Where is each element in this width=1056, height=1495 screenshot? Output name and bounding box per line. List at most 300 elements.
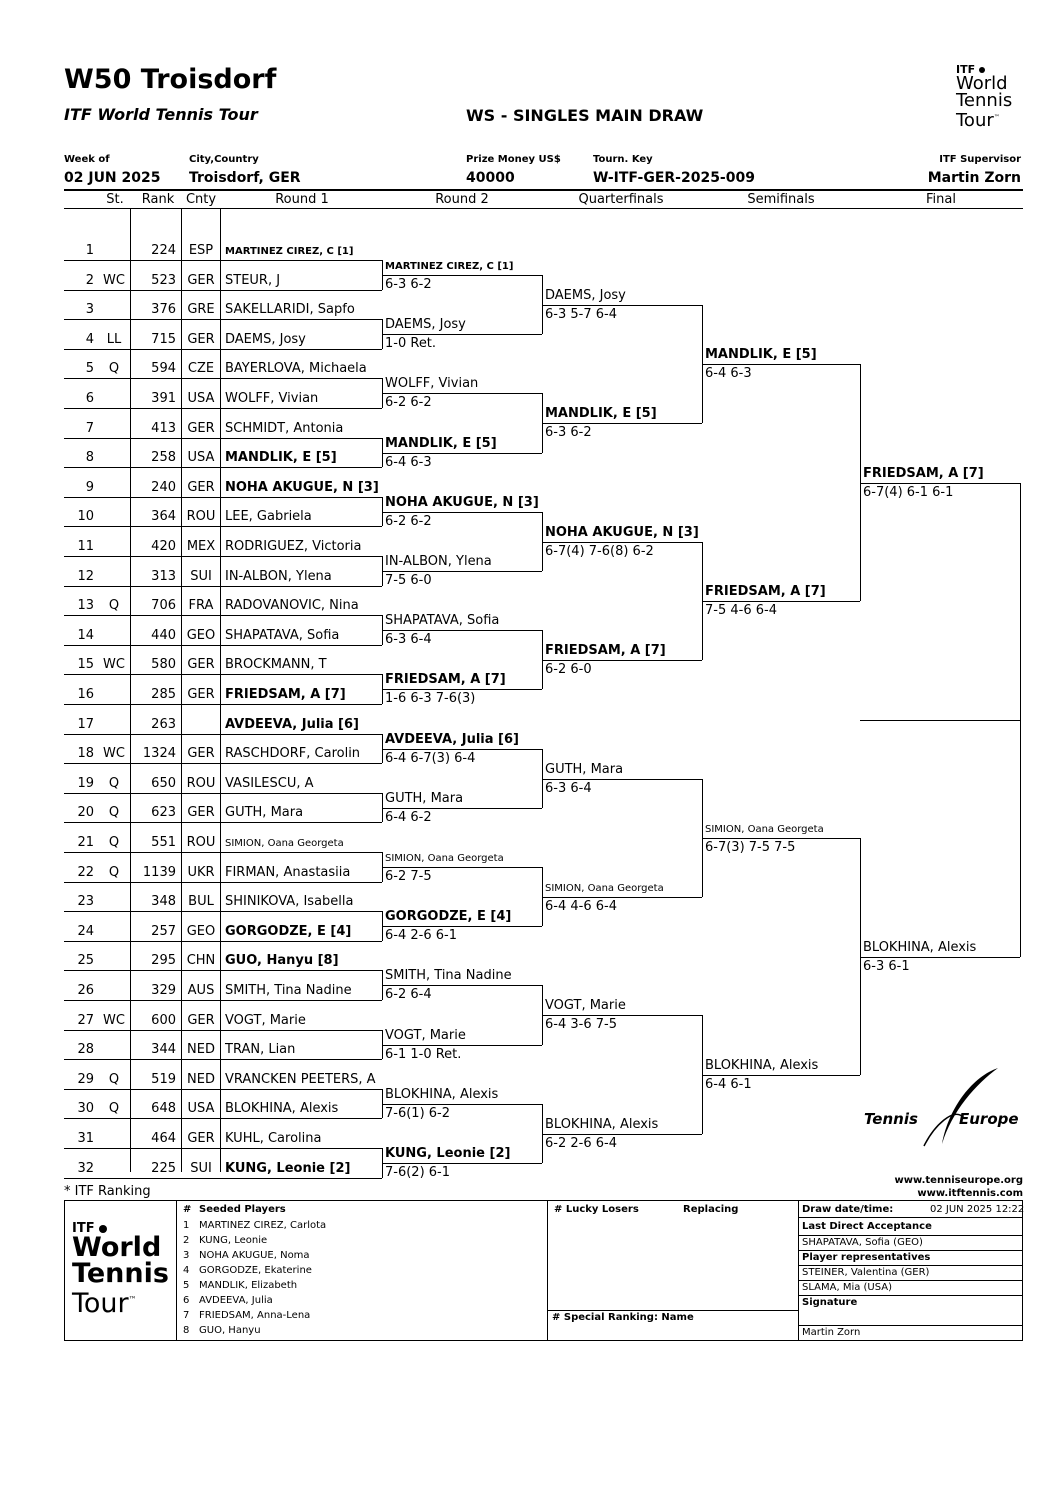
player-status: Q bbox=[108, 361, 120, 376]
player-name[interactable]: SHAPATAVA, Sofia bbox=[225, 628, 340, 643]
draw-position: 20 bbox=[77, 805, 94, 820]
itf-ranking-note: * ITF Ranking bbox=[64, 1184, 151, 1199]
seed-number: 6 bbox=[183, 1295, 190, 1306]
player-name[interactable]: FIRMAN, Anastasiia bbox=[225, 865, 351, 880]
draw-position: 31 bbox=[77, 1131, 94, 1146]
seeded-hash: # bbox=[183, 1204, 192, 1215]
player-row-line bbox=[64, 526, 382, 527]
col-st: St. bbox=[106, 192, 124, 207]
winner-name[interactable]: AVDEEVA, Julia [6] bbox=[385, 732, 519, 747]
winner-name[interactable]: VOGT, Marie bbox=[545, 998, 626, 1013]
player-status: Q bbox=[108, 776, 120, 791]
player-name[interactable]: RODRIGUEZ, Victoria bbox=[225, 539, 362, 554]
match-score: 6-7(4) 6-1 6-1 bbox=[863, 485, 954, 500]
match-score: 6-3 5-7 6-4 bbox=[545, 307, 617, 322]
player-row-line bbox=[64, 615, 382, 616]
match-score: 6-4 6-1 bbox=[705, 1077, 752, 1092]
winner-name[interactable]: MANDLIK, E [5] bbox=[545, 406, 657, 421]
player-row-line bbox=[64, 822, 382, 823]
winner-name[interactable]: SIMION, Oana Georgeta bbox=[385, 853, 504, 864]
lucky-losers-label: # Lucky Losers bbox=[554, 1204, 639, 1215]
info-rule-5 bbox=[798, 1280, 1022, 1281]
winner-name[interactable]: DAEMS, Josy bbox=[545, 288, 626, 303]
winner-line bbox=[542, 1134, 702, 1135]
player-country: GER bbox=[187, 480, 215, 495]
player-country: ESP bbox=[188, 243, 214, 258]
player-name[interactable]: WOLFF, Vivian bbox=[225, 391, 319, 406]
player-status: WC bbox=[103, 273, 125, 288]
player-name[interactable]: SCHMIDT, Antonia bbox=[225, 421, 344, 436]
player-country: GER bbox=[187, 273, 215, 288]
draw-title: WS - SINGLES MAIN DRAW bbox=[466, 106, 704, 125]
player-country: UKR bbox=[187, 865, 215, 880]
player-row-line bbox=[64, 1030, 382, 1031]
player-row-line bbox=[64, 1148, 382, 1149]
lda-label: Last Direct Acceptance bbox=[802, 1221, 932, 1232]
player-country: ROU bbox=[186, 776, 216, 791]
player-country: NED bbox=[187, 1042, 215, 1057]
match-score: 6-4 2-6 6-1 bbox=[385, 928, 457, 943]
itf-mark: ITF bbox=[956, 64, 1012, 75]
winner-name[interactable]: KUNG, Leonie [2] bbox=[385, 1146, 511, 1161]
winner-line bbox=[702, 1075, 860, 1076]
player-name[interactable]: SAKELLARIDI, Sapfo bbox=[225, 302, 355, 317]
draw-position: 15 bbox=[77, 657, 94, 672]
winner-line bbox=[382, 1045, 542, 1046]
winner-line bbox=[702, 601, 860, 602]
seed-name: NOHA AKUGUE, Noma bbox=[199, 1250, 310, 1261]
player-row-line bbox=[64, 852, 382, 853]
seed-number: 4 bbox=[183, 1265, 190, 1276]
match-score: 6-4 6-7(3) 6-4 bbox=[385, 751, 476, 766]
champion-line bbox=[860, 720, 1020, 721]
draw-position: 5 bbox=[85, 361, 94, 376]
lda-value: SHAPATAVA, Sofia (GEO) bbox=[802, 1237, 923, 1248]
header-rule bbox=[64, 189, 1023, 191]
winner-line bbox=[382, 453, 542, 454]
player-rank: 225 bbox=[151, 1161, 176, 1176]
player-name[interactable]: LEE, Gabriela bbox=[225, 509, 312, 524]
seed-name: GUO, Hanyu bbox=[199, 1325, 261, 1336]
player-status: Q bbox=[108, 835, 120, 850]
player-country: AUS bbox=[187, 983, 215, 998]
player-name[interactable]: TRAN, Lian bbox=[225, 1042, 296, 1057]
seed-number: 7 bbox=[183, 1310, 190, 1321]
draw-position: 32 bbox=[77, 1161, 94, 1176]
draw-position: 8 bbox=[85, 450, 94, 465]
winner-name[interactable]: VOGT, Marie bbox=[385, 1028, 466, 1043]
special-ranking-rule bbox=[547, 1310, 798, 1311]
player-status: Q bbox=[108, 805, 120, 820]
winner-line bbox=[542, 779, 702, 780]
player-country: GER bbox=[187, 805, 215, 820]
city-label: City,Country bbox=[189, 154, 259, 165]
city-value: Troisdorf, GER bbox=[189, 170, 301, 186]
player-rank: 440 bbox=[151, 628, 176, 643]
player-row-line bbox=[64, 793, 382, 794]
winner-name[interactable]: WOLFF, Vivian bbox=[385, 376, 479, 391]
tennis-europe-swoosh-icon bbox=[864, 1066, 1024, 1152]
winner-line bbox=[542, 660, 702, 661]
tourn-key-value: W-ITF-GER-2025-009 bbox=[593, 170, 755, 186]
player-status: Q bbox=[108, 598, 120, 613]
winner-name[interactable]: FRIEDSAM, A [7] bbox=[863, 466, 984, 481]
player-name[interactable]: AVDEEVA, Julia [6] bbox=[225, 717, 359, 732]
player-rank: 715 bbox=[151, 332, 176, 347]
winner-name[interactable]: BLOKHINA, Alexis bbox=[385, 1087, 499, 1102]
match-score: 1-6 6-3 7-6(3) bbox=[385, 691, 476, 706]
tennis-europe-left: Tennis bbox=[864, 1110, 918, 1128]
player-rank: 376 bbox=[151, 302, 176, 317]
player-country: SUI bbox=[190, 569, 212, 584]
col-cnty: Cnty bbox=[185, 192, 217, 207]
col-divider-rank bbox=[181, 208, 182, 1172]
player-rank: 464 bbox=[151, 1131, 176, 1146]
player-name[interactable]: VASILESCU, A bbox=[225, 776, 314, 791]
player-country: USA bbox=[187, 450, 215, 465]
draw-position: 17 bbox=[77, 717, 94, 732]
prize-value: 40000 bbox=[466, 170, 515, 186]
logo-line-world: World bbox=[956, 73, 1008, 94]
player-rank: 329 bbox=[151, 983, 176, 998]
player-row-line bbox=[64, 556, 382, 557]
player-rank: 258 bbox=[151, 450, 176, 465]
replacing-label: Replacing bbox=[683, 1204, 739, 1215]
player-status: Q bbox=[108, 1101, 120, 1116]
player-row-line bbox=[64, 497, 382, 498]
winner-line bbox=[382, 630, 542, 631]
match-score: 6-4 6-3 bbox=[705, 366, 752, 381]
player-row-line bbox=[64, 674, 382, 675]
draw-position: 7 bbox=[85, 421, 94, 436]
winner-line bbox=[382, 808, 542, 809]
winner-name[interactable]: MARTINEZ CIREZ, C [1] bbox=[385, 261, 514, 272]
draw-position: 22 bbox=[77, 865, 94, 880]
player-rank: 257 bbox=[151, 924, 176, 939]
tennis-europe-logo bbox=[864, 1066, 1024, 1152]
player-row-line bbox=[64, 1000, 382, 1001]
column-header-rule bbox=[64, 208, 1023, 209]
player-row-line bbox=[64, 1089, 382, 1090]
player-country: BUL bbox=[188, 894, 214, 909]
player-name[interactable]: MARTINEZ CIREZ, C [1] bbox=[225, 246, 354, 257]
winner-line bbox=[382, 985, 542, 986]
match-score: 1-0 Ret. bbox=[385, 336, 437, 351]
player-row-line bbox=[64, 290, 382, 291]
seed-name: AVDEEVA, Julia bbox=[199, 1295, 273, 1306]
winner-line bbox=[382, 749, 542, 750]
url-tenniseurope[interactable]: www.tenniseurope.org bbox=[894, 1175, 1023, 1186]
match-score: 7-6(1) 6-2 bbox=[385, 1106, 451, 1121]
footer-logo-world: World bbox=[72, 1232, 162, 1263]
winner-name[interactable]: NOHA AKUGUE, N [3] bbox=[545, 525, 699, 540]
player-row-line bbox=[64, 378, 382, 379]
player-rank: 295 bbox=[151, 953, 176, 968]
player-rank: 344 bbox=[151, 1042, 176, 1057]
player-name[interactable]: SHINIKOVA, Isabella bbox=[225, 894, 354, 909]
player-row-line bbox=[64, 882, 382, 883]
draw-position: 13 bbox=[77, 598, 94, 613]
winner-name[interactable]: BLOKHINA, Alexis bbox=[545, 1117, 659, 1132]
draw-position: 2 bbox=[85, 273, 94, 288]
player-country: MEX bbox=[186, 539, 216, 554]
winner-name[interactable]: GORGODZE, E [4] bbox=[385, 909, 512, 924]
player-country: GRE bbox=[187, 302, 215, 317]
footer-logo-tour: Tour™ bbox=[72, 1288, 137, 1319]
seed-name: MARTINEZ CIREZ, Carlota bbox=[199, 1220, 327, 1231]
winner-line bbox=[860, 957, 1020, 958]
footer-divider-1 bbox=[176, 1200, 177, 1340]
winner-line bbox=[382, 275, 542, 276]
special-ranking-label: # Special Ranking: Name bbox=[552, 1312, 694, 1323]
player-country: GEO bbox=[186, 628, 216, 643]
info-rule-7 bbox=[798, 1325, 1022, 1326]
player-rank: 240 bbox=[151, 480, 176, 495]
player-row-line bbox=[64, 408, 382, 409]
player-row-line bbox=[64, 438, 382, 439]
winner-line bbox=[542, 542, 702, 543]
draw-position: 3 bbox=[85, 302, 94, 317]
player-name[interactable]: IN-ALBON, Ylena bbox=[225, 569, 332, 584]
draw-date-label: Draw date/time: bbox=[802, 1204, 894, 1215]
player-name[interactable]: BROCKMANN, T bbox=[225, 657, 327, 672]
player-row-line bbox=[64, 467, 382, 468]
draw-position: 16 bbox=[77, 687, 94, 702]
seed-name: FRIEDSAM, Anna-Lena bbox=[199, 1310, 311, 1321]
col-semifinals: Semifinals bbox=[747, 192, 815, 207]
player-country: GEO bbox=[186, 924, 216, 939]
player-row-line bbox=[64, 734, 382, 735]
signature-label: Signature bbox=[802, 1297, 858, 1308]
winner-line bbox=[382, 571, 542, 572]
match-score: 7-5 6-0 bbox=[385, 573, 432, 588]
col-round2: Round 2 bbox=[435, 192, 489, 207]
seed-number: 2 bbox=[183, 1235, 190, 1246]
match-score: 6-2 7-5 bbox=[385, 869, 432, 884]
col-rank: Rank bbox=[141, 192, 175, 207]
match-score: 6-3 6-4 bbox=[545, 781, 592, 796]
winner-line bbox=[382, 334, 542, 335]
match-score: 6-3 6-4 bbox=[385, 632, 432, 647]
draw-position: 30 bbox=[77, 1101, 94, 1116]
draw-position: 28 bbox=[77, 1042, 94, 1057]
player-country: GER bbox=[187, 421, 215, 436]
info-rule-4 bbox=[798, 1265, 1022, 1266]
player-row-line bbox=[64, 586, 382, 587]
player-name[interactable]: GORGODZE, E [4] bbox=[225, 924, 352, 939]
winner-name[interactable]: NOHA AKUGUE, N [3] bbox=[385, 495, 539, 510]
player-country: CHN bbox=[186, 953, 216, 968]
info-rule-2 bbox=[798, 1235, 1022, 1236]
player-rank: 1324 bbox=[142, 746, 176, 761]
footer-itf-logo bbox=[72, 1222, 169, 1317]
player-country: ROU bbox=[186, 509, 216, 524]
footer-itf-mark: ITF bbox=[72, 1222, 169, 1235]
player-row-line bbox=[64, 1059, 382, 1060]
url-itftennis[interactable]: www.itftennis.com bbox=[917, 1188, 1023, 1199]
player-rank: 650 bbox=[151, 776, 176, 791]
footer-divider-3 bbox=[798, 1200, 799, 1340]
winner-name[interactable]: GUTH, Mara bbox=[545, 762, 624, 777]
info-rule-6 bbox=[798, 1295, 1022, 1296]
player-row-line bbox=[64, 941, 382, 942]
player-rank: 364 bbox=[151, 509, 176, 524]
player-name[interactable]: FRIEDSAM, A [7] bbox=[225, 687, 346, 702]
supervisor-value: Martin Zorn bbox=[927, 170, 1021, 186]
rep-1: STEINER, Valentina (GER) bbox=[802, 1267, 930, 1278]
draw-position: 24 bbox=[77, 924, 94, 939]
col-round1: Round 1 bbox=[275, 192, 329, 207]
tennis-europe-right: Europe bbox=[959, 1110, 1019, 1128]
player-row-line bbox=[64, 1178, 382, 1179]
player-row-line bbox=[64, 319, 382, 320]
winner-name[interactable]: IN-ALBON, Ylena bbox=[385, 554, 492, 569]
player-status: LL bbox=[106, 332, 122, 347]
player-country: GER bbox=[187, 746, 215, 761]
player-name[interactable]: GUTH, Mara bbox=[225, 805, 304, 820]
winner-name[interactable]: GUTH, Mara bbox=[385, 791, 464, 806]
player-name[interactable]: BAYERLOVA, Michaela bbox=[225, 361, 367, 376]
player-status: Q bbox=[108, 1072, 120, 1087]
footer-logo-tennis: Tennis bbox=[72, 1258, 169, 1289]
draw-position: 10 bbox=[77, 509, 94, 524]
player-name[interactable]: MANDLIK, E [5] bbox=[225, 450, 337, 465]
seed-name: KUNG, Leonie bbox=[199, 1235, 268, 1246]
player-rank: 519 bbox=[151, 1072, 176, 1087]
match-score: 7-5 4-6 6-4 bbox=[705, 603, 777, 618]
winner-name[interactable]: DAEMS, Josy bbox=[385, 317, 466, 332]
col-final: Final bbox=[926, 192, 956, 207]
seed-name: MANDLIK, Elizabeth bbox=[199, 1280, 298, 1291]
winner-name[interactable]: BLOKHINA, Alexis bbox=[863, 940, 977, 955]
player-name[interactable]: KUHL, Carolina bbox=[225, 1131, 322, 1146]
match-score: 6-4 4-6 6-4 bbox=[545, 899, 617, 914]
winner-line bbox=[860, 483, 1020, 484]
player-name[interactable]: VOGT, Marie bbox=[225, 1013, 306, 1028]
match-score: 6-7(3) 7-5 7-5 bbox=[705, 840, 796, 855]
winner-line bbox=[542, 1015, 702, 1016]
player-country: GER bbox=[187, 687, 215, 702]
player-name[interactable]: VRANCKEN PEETERS, A bbox=[225, 1072, 376, 1087]
winner-line bbox=[382, 1104, 542, 1105]
tour-subtitle: ITF World Tennis Tour bbox=[64, 105, 258, 124]
player-rank: 551 bbox=[151, 835, 176, 850]
winner-name[interactable]: SIMION, Oana Georgeta bbox=[545, 883, 664, 894]
player-name[interactable]: SIMION, Oana Georgeta bbox=[225, 838, 344, 849]
player-country: GER bbox=[187, 1013, 215, 1028]
col-divider-cnty bbox=[220, 208, 221, 1172]
match-score: 6-2 6-2 bbox=[385, 395, 432, 410]
player-name[interactable]: GUO, Hanyu [8] bbox=[225, 953, 339, 968]
player-rank: 594 bbox=[151, 361, 176, 376]
player-row-line bbox=[64, 645, 382, 646]
player-rank: 224 bbox=[151, 243, 176, 258]
draw-position: 19 bbox=[77, 776, 94, 791]
match-score: 6-4 6-3 bbox=[385, 455, 432, 470]
player-row-line bbox=[64, 704, 382, 705]
player-rank: 580 bbox=[151, 657, 176, 672]
draw-position: 29 bbox=[77, 1072, 94, 1087]
winner-name[interactable]: FRIEDSAM, A [7] bbox=[385, 672, 506, 687]
final-connector bbox=[1020, 483, 1021, 957]
player-rank: 263 bbox=[151, 717, 176, 732]
winner-line bbox=[542, 897, 702, 898]
player-rank: 523 bbox=[151, 273, 176, 288]
tournament-title: W50 Troisdorf bbox=[64, 64, 277, 95]
winner-line bbox=[382, 512, 542, 513]
winner-name[interactable]: MANDLIK, E [5] bbox=[385, 436, 497, 451]
rep-2: SLAMA, Mia (USA) bbox=[802, 1282, 893, 1293]
player-country: SUI bbox=[190, 1161, 212, 1176]
player-country: CZE bbox=[187, 361, 215, 376]
draw-position: 18 bbox=[77, 746, 94, 761]
match-score: 6-3 6-2 bbox=[545, 425, 592, 440]
info-rule-3 bbox=[798, 1250, 1022, 1251]
winner-line bbox=[382, 689, 542, 690]
draw-position: 26 bbox=[77, 983, 94, 998]
player-name[interactable]: STEUR, J bbox=[225, 273, 281, 288]
winner-line bbox=[382, 867, 542, 868]
itf-world-tennis-tour-logo bbox=[956, 64, 1012, 129]
winner-name[interactable]: SMITH, Tina Nadine bbox=[385, 968, 512, 983]
logo-line-tour: Tour™ bbox=[956, 110, 1000, 131]
player-row-line bbox=[64, 970, 382, 971]
match-score: 7-6(2) 6-1 bbox=[385, 1165, 451, 1180]
winner-name[interactable]: FRIEDSAM, A [7] bbox=[545, 643, 666, 658]
winner-name[interactable]: MANDLIK, E [5] bbox=[705, 347, 817, 362]
player-name[interactable]: DAEMS, Josy bbox=[225, 332, 306, 347]
col-divider-st bbox=[130, 208, 131, 1172]
draw-position: 12 bbox=[77, 569, 94, 584]
footer-divider-2 bbox=[547, 1200, 548, 1340]
player-name[interactable]: NOHA AKUGUE, N [3] bbox=[225, 480, 379, 495]
col-quarterfinals: Quarterfinals bbox=[578, 192, 664, 207]
match-score: 6-2 2-6 6-4 bbox=[545, 1136, 617, 1151]
match-score: 6-3 6-1 bbox=[863, 959, 910, 974]
player-rank: 413 bbox=[151, 421, 176, 436]
player-country: USA bbox=[187, 391, 215, 406]
draw-position: 9 bbox=[85, 480, 94, 495]
player-status: WC bbox=[103, 746, 125, 761]
seed-number: 5 bbox=[183, 1280, 190, 1291]
draw-position: 21 bbox=[77, 835, 94, 850]
reps-label: Player representatives bbox=[802, 1252, 931, 1263]
signature-value: Martin Zorn bbox=[802, 1327, 861, 1338]
match-score: 6-7(4) 7-6(8) 6-2 bbox=[545, 544, 654, 559]
winner-name[interactable]: SIMION, Oana Georgeta bbox=[705, 824, 824, 835]
seed-name: GORGODZE, Ekaterine bbox=[199, 1265, 312, 1276]
player-name[interactable]: RASCHDORF, Carolin bbox=[225, 746, 361, 761]
draw-position: 1 bbox=[85, 243, 94, 258]
winner-name[interactable]: BLOKHINA, Alexis bbox=[705, 1058, 819, 1073]
player-rank: 391 bbox=[151, 391, 176, 406]
winner-name[interactable]: SHAPATAVA, Sofia bbox=[385, 613, 500, 628]
player-name[interactable]: BLOKHINA, Alexis bbox=[225, 1101, 339, 1116]
player-name[interactable]: RADOVANOVIC, Nina bbox=[225, 598, 359, 613]
winner-line bbox=[382, 393, 542, 394]
draw-position: 27 bbox=[77, 1013, 94, 1028]
player-name[interactable]: SMITH, Tina Nadine bbox=[225, 983, 352, 998]
player-status: Q bbox=[108, 865, 120, 880]
info-rule-1 bbox=[798, 1217, 1022, 1218]
player-name[interactable]: KUNG, Leonie [2] bbox=[225, 1161, 351, 1176]
winner-line bbox=[542, 305, 702, 306]
draw-position: 4 bbox=[85, 332, 94, 347]
winner-name[interactable]: FRIEDSAM, A [7] bbox=[705, 584, 826, 599]
player-country: NED bbox=[187, 1072, 215, 1087]
player-rank: 285 bbox=[151, 687, 176, 702]
draw-position: 25 bbox=[77, 953, 94, 968]
